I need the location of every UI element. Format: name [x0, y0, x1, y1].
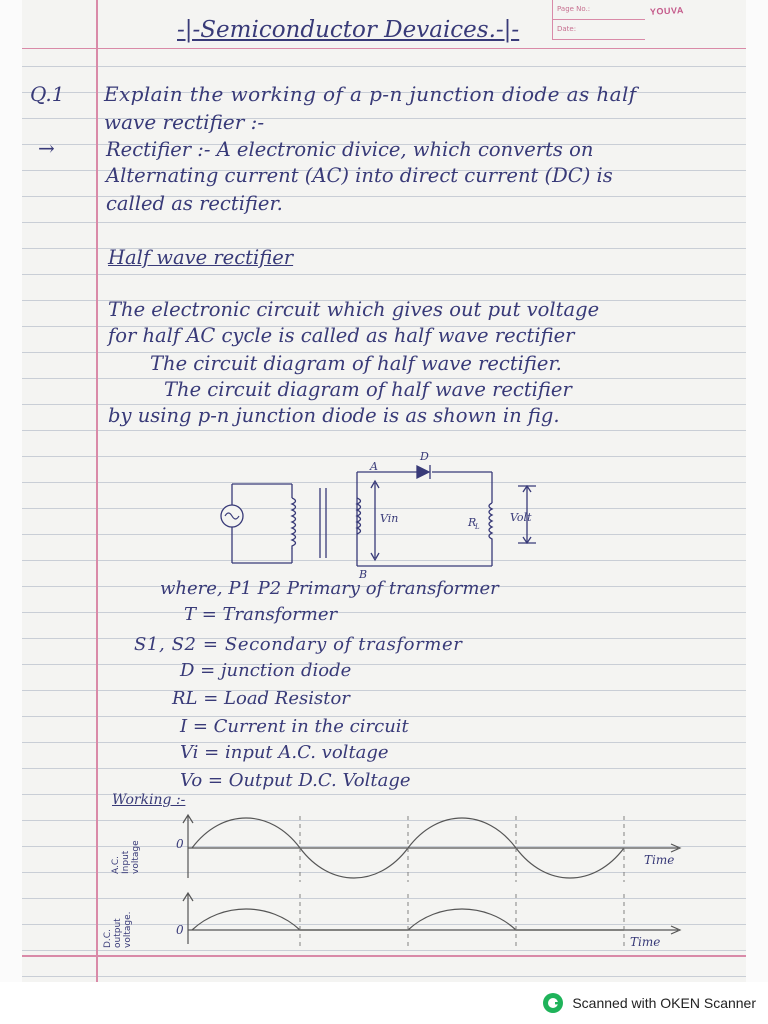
- graph2-ylabel-2: output: [113, 918, 123, 948]
- graph2-ylabel-3: voltage.: [123, 911, 133, 948]
- paragraph-line-1: The electronic circuit which gives out put voltage: [108, 298, 600, 321]
- graph1-ylabel-1: A.C.: [111, 855, 121, 874]
- section-heading: Half wave rectifier: [108, 246, 294, 269]
- bottom-rule: [22, 955, 746, 957]
- definition-line-3: called as rectifier.: [106, 192, 283, 215]
- scanner-footer: [0, 982, 768, 1024]
- vout-label: Volt: [510, 511, 532, 524]
- graph2-ylabel-1: D.C.: [103, 929, 113, 948]
- graph1-origin: 0: [176, 837, 184, 851]
- half-wave-rectifier-circuit: [202, 448, 532, 581]
- working-heading: Working :-: [112, 792, 186, 808]
- dc-output-voltage-graph: [96, 888, 736, 950]
- ac-input-voltage-graph: [96, 812, 736, 884]
- legend-line-4: D = junction diode: [180, 660, 352, 681]
- date-label: Date:: [553, 20, 645, 40]
- graph1-ylabel-2: Input: [121, 850, 131, 874]
- paragraph-line-5: by using p-n junction diode is as shown in fig.: [108, 404, 560, 427]
- brand-logo: YOUVA: [649, 5, 685, 17]
- definition-line-1: Rectifier :- A electronic divice, which converts on: [106, 138, 594, 161]
- question-line-1: Explain the working of a p-n junction diode as half: [104, 82, 637, 106]
- graph1-ylabel-3: voltage: [131, 840, 141, 874]
- paragraph-line-4: The circuit diagram of half wave rectifier: [164, 378, 572, 401]
- graph1-xlabel: Time: [644, 853, 675, 867]
- definition-line-2: Alternating current (AC) into direct current (DC) is: [106, 164, 613, 187]
- node-label-b: B: [359, 568, 368, 581]
- load-resistor-label: R: [468, 516, 477, 529]
- legend-line-8: Vo = Output D.C. Voltage: [180, 770, 411, 791]
- page-no-label: Page No.:: [553, 0, 645, 20]
- diode-label: D: [420, 450, 429, 463]
- legend-line-3: S1, S2 = Secondary of trasformer: [134, 634, 463, 655]
- paragraph-line-2: for half AC cycle is called as half wave rectifier: [108, 324, 575, 347]
- legend-line-5: RL = Load Resistor: [172, 688, 350, 709]
- arrow-marker: →: [38, 136, 55, 160]
- legend-line-7: Vi = input A.C. voltage: [180, 742, 389, 763]
- load-resistor-subscript: L: [475, 523, 480, 531]
- legend-line-1: where, P1 P2 Primary of transformer: [160, 578, 499, 599]
- graph2-xlabel: Time: [630, 935, 661, 949]
- legend-line-2: T = Transformer: [184, 604, 338, 625]
- page-title: -|-Semiconductor Devaices.-|-: [177, 17, 520, 43]
- scanner-footer-text: Scanned with OKEN Scanner: [572, 995, 756, 1011]
- scanner-app-icon: [542, 992, 564, 1014]
- question-line-2: wave rectifier :-: [104, 110, 265, 134]
- node-label-a: A: [370, 460, 378, 473]
- paragraph-line-3: The circuit diagram of half wave rectifier.: [150, 352, 562, 375]
- notebook-page: [22, 0, 746, 982]
- question-number: Q.1: [30, 82, 65, 106]
- legend-line-6: I = Current in the circuit: [180, 716, 409, 737]
- vin-label: Vin: [380, 512, 399, 525]
- graph2-origin: 0: [176, 923, 184, 937]
